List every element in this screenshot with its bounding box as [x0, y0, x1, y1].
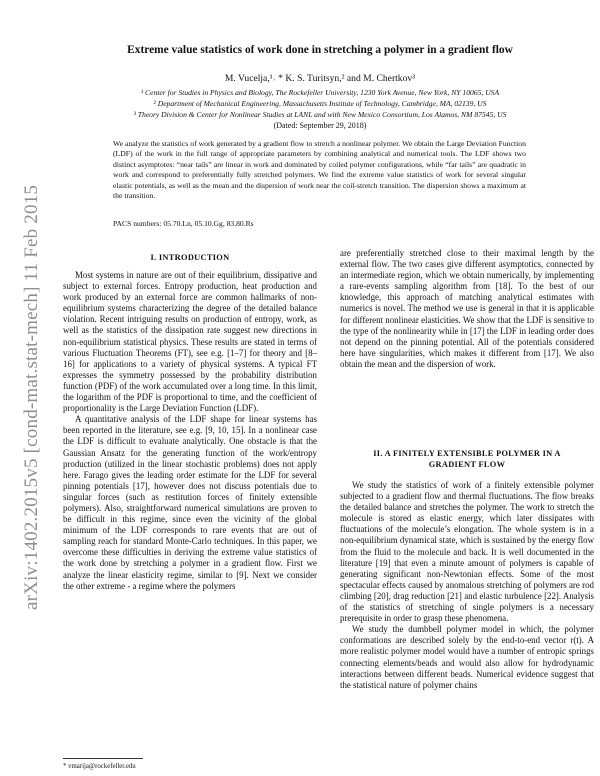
section-2-heading-line-2: GRADIENT FLOW	[428, 460, 506, 469]
section-1-heading: I. INTRODUCTION	[150, 253, 230, 262]
section-2-paragraph-1: We study the statistics of work of a finitely extensible polymer subjected to a gradient flow and thermal fluctuations. The flow breaks the detailed balance and stretches the polymer. The work to stretch the molecule is stored as elastic energy, which later dissipates with fluctuations of the molecule’s elongation. The whole system is in a non-equilibrium dynamical state, which is sustained by the energy flow from the fluid to the molecule and back. It is well documented in the literature [19] that even a minute amount of polymers is capable of generating significant non-Newtonian effects. Some of the most spectacular effects caused by anomalous stretching of polymers are rod climbing [20], drag reduction [21] and elastic turbulence [22]. Analysis of the statistics of stretching of single polymers is a necessary prerequisite in order to grasp these phenomena.	[340, 480, 594, 624]
intro-paragraph-1: Most systems in nature are out of their equilibrium, dissipative and subject to external forces. Entropy production, heat production and work produced by an external force are common hallmarks of non-equilibrium systems characterizing the degree of the detailed balance violation. Recent intriguing results on production of entropy, work, as well as the statistics of the dissipation rate suggest new directions in non-equilibrium statistical physics. These results are stated in terms of various Fluctuation Theorems (FT), see e.g. [1–7] for theory and [8–16] for applications to a variety of physical systems. A typical FT expresses the symmetry possessed by the probability distribution function (PDF) of the work accumulated over a long time. In this limit, the logarithm of the PDF is proportional to time, and the coefficient of proportionality is the Large Deviation Function (LDF).	[63, 270, 317, 414]
pacs-numbers: PACS numbers: 05.70.Ln, 05.10.Gg, 83.80.Rs	[113, 219, 254, 228]
affiliation-2: ² Department of Mechanical Engineering, Massachusetts Institute of Technology, Cambridge, MA, 02139, US	[153, 99, 487, 108]
footnote-rule	[63, 758, 143, 759]
intro-paragraph-3: are preferentially stretched close to their maximal length by the external flow. The two cases give different asymptotics, connected by an intermediate region, which we obtain numerically, by implementing a rare-events sampling algorithm from [18]. To the best of our knowledge, this approach of matching analytical estimates with numerics is novel. The method we use is general in that it is applicable for different nonlinear elasticities. We show that the LDF is sensitive to the type of the nonlinearity while in [17] the LDF in leading order does not depend on the pinning potential. All of the potentials considered here have singularities, which makes it different from [17]. We also obtain the mean and the dispersion of work.	[340, 248, 594, 369]
section-2-paragraph-2: We study the dumbbell polymer model in which, the polymer conformations are described solely by the end-to-end vector r(t). A more realistic polymer model would have a number of entropic springs connecting elements/beads and would also allow for hydrodynamic interactions between different beads. Numerical evidence suggest that the statistical nature of polymer chains	[340, 624, 594, 690]
paper-title: Extreme value statistics of work done in stretching a polymer in a gradient flow	[127, 44, 513, 56]
left-column	[63, 270, 317, 592]
footnote-email: * vmarija@rockefeller.edu	[63, 763, 136, 770]
right-column	[340, 248, 594, 370]
intro-paragraph-2: A quantitative analysis of the LDF shape for linear systems has been reported in the literature, see e.g. [9, 10, 15]. In a nonlinear case the LDF is difficult to evaluate analytically. One obstacle is that the Gaussian Ansatz for the generating function of the work/entropy production (utilized in the linear stochastic problems) does not apply here. Farago gives the leading order estimate for the LDF for several pinning potentials [17], however does not discuss potentials due to singular forces (such as restitution forces of finitely extensible polymers). Also, straightforward numerical simulations are proven to be difficult in this regime, since even the vicinity of the global minimum of the LDF corresponds to rare events that are out of sampling reach for standard Monte-Carlo techniques. In this paper, we overcome these difficulties in deriving the extreme value statistics of the work done by stretching a polymer in a gradient flow. First we analyze the linear elasticity regime, similar to [9]. Next we consider the other extreme - a regime where the polymers	[63, 414, 317, 591]
section-2-heading-line-1: II. A FINITELY EXTENSIBLE POLYMER IN A	[373, 449, 561, 458]
affiliation-1: ¹ Center for Studies in Physics and Biology, The Rockefeller University, 1230 York Avenue, New York, NY 10065, USA	[140, 88, 500, 97]
arxiv-stamp: arXiv:1402.2015v5 [cond-mat.stat-mech] 11 Feb 2015	[21, 184, 42, 610]
section-2-body	[340, 480, 594, 691]
author-list: M. Vucelja,¹˒ * K. S. Turitsyn,² and M. Chertkov³	[224, 73, 416, 84]
date-line: (Dated: September 29, 2018)	[273, 121, 367, 130]
abstract: We analyze the statistics of work generated by a gradient flow to stretch a nonlinear polymer. We obtain the Large Deviation Function (LDF) of the work in the full range of appropriate parameters by combining analytical and numerical tools. The LDF shows two distinct asymptotes: “near tails” are linear in work and dominated by coiled polymer configurations, while “far tails” are quadratic in work and correspond to preferentially fully stretched polymers. We find the extreme value statistics of work for several singular elastic potentials, as well as the mean and the dispersion of work near the coil-stretch transition. The dispersion shows a maximum at the transition.	[113, 139, 526, 201]
affiliation-3: ³ Theory Division & Center for Nonlinear Studies at LANL and with New Mexico Consortium, Los Alamos, NM 87545, US	[133, 110, 507, 119]
